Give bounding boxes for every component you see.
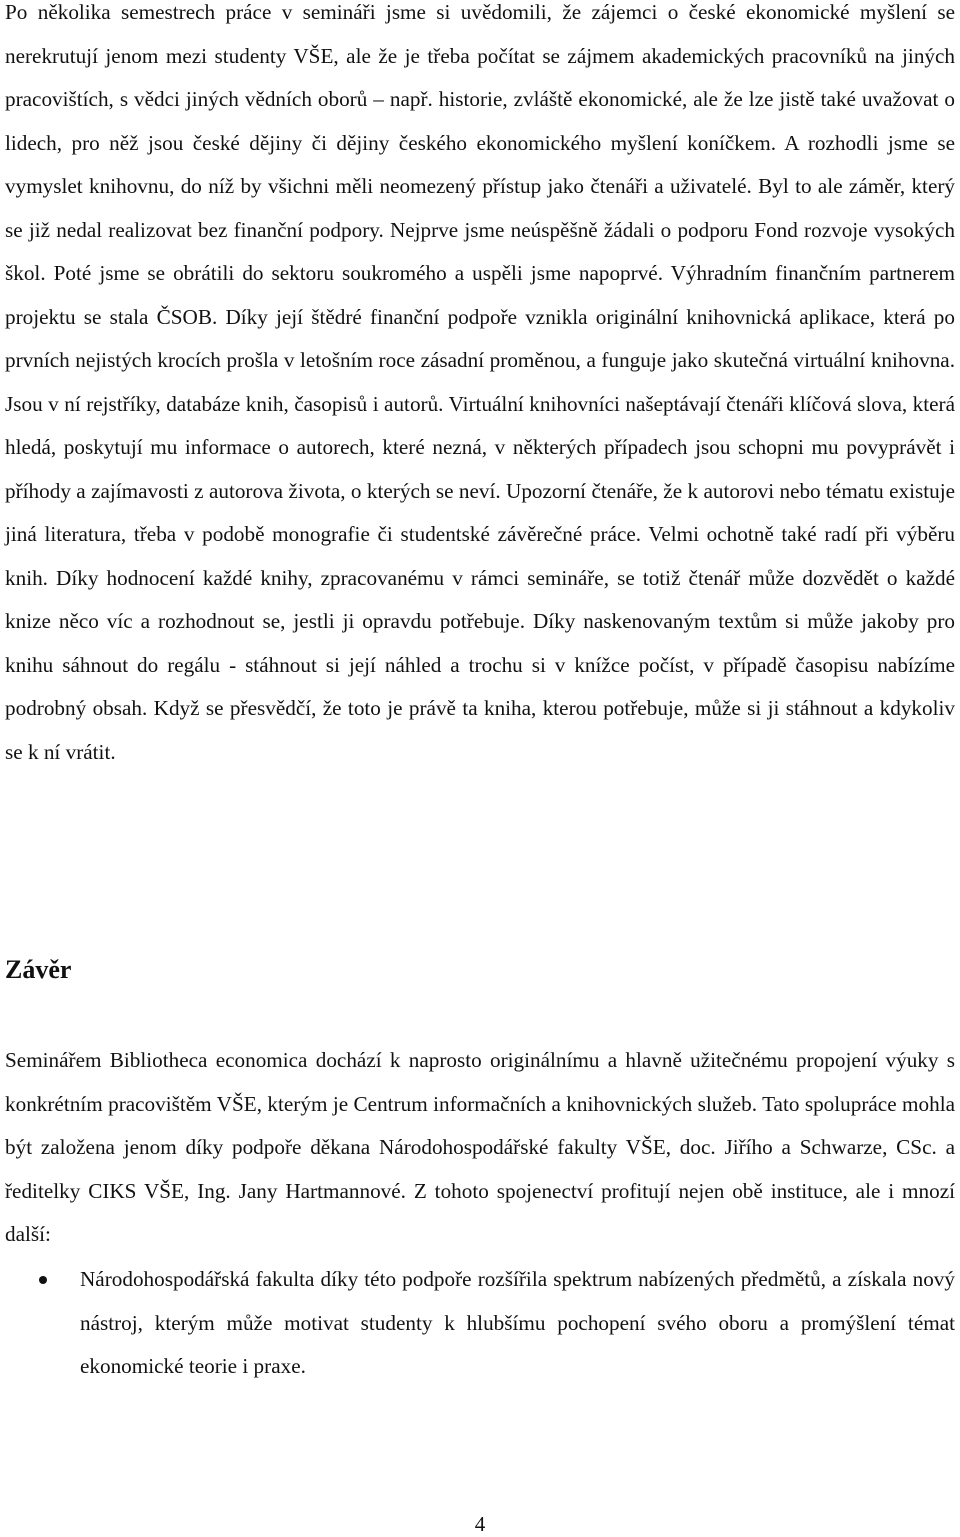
bullet-list xyxy=(5,1258,955,1389)
list-item-text: Národohospodářská fakulta díky této podpoře rozšířila spektrum nabízených předmětů, a získala nový nástroj, kterým může motivat studenty k hlubšímu pochopení svého oboru a promýšlení témat ekonomické teorie i praxe. xyxy=(80,1267,955,1378)
conclusion-paragraph: Seminářem Bibliotheca economica dochází k naprosto originálnímu a hlavně užitečnému propojení výuky s konkrétním pracovištěm VŠE, kterým je Centrum informačních a knihovnických služeb. Tato spolupráce mohla být založena jenom díky podpoře děkana Národohospodářské fakulty VŠE, doc. Jiřího a Schwarze, CSc. a ředitelky CIKS VŠE, Ing. Jany Hartmannové. Z tohoto spojenectví profitují nejen obě instituce, ale i mnozí další: xyxy=(5,1048,955,1246)
bullet-icon xyxy=(39,1276,47,1284)
page-number: 4 xyxy=(474,1512,486,1536)
section-heading: Závěr xyxy=(5,955,72,984)
list-item xyxy=(5,1258,955,1389)
body-paragraph: Po několika semestrech práce v semináři jsme si uvědomili, že zájemci o české ekonomické myšlení se nerekrutují jenom mezi studenty VŠE, ale že je třeba počítat se zájmem akademických pracovníků na jiných pracovištích, s vědci jiných vědních oborů – např. historie, zvláště ekonomické, ale že lze jistě také uvažovat o lidech, pro něž jsou české dějiny či dějiny českého ekonomického myšlení koníčkem. A rozhodli jsme se vymyslet knihovnu, do níž by všichni měli neomezený přístup jako čtenáři a uživatelé. Byl to ale záměr, který se již nedal realizovat bez finanční podpory. Nejprve jsme neúspěšně žádali o podporu Fond rozvoje vysokých škol. Poté jsme se obrátili do sektoru soukromého a uspěli jsme napoprvé. Výhradním finančním partnerem projektu se stala ČSOB. Díky její štědré finanční podpoře vznikla originální knihovnická aplikace, která po prvních nejistých krocích prošla v letošním roce zásadní proměnou, a funguje jako skutečná virtuální knihovna. Jsou v ní rejstříky, databáze knih, časopisů i autorů. Virtuální knihovníci našeptávají čtenáři klíčová slova, která hledá, poskytují mu informace o autorech, které nezná, v některých případech jsou schopni mu povyprávět i příhody a zajímavosti z autorova života, o kterých se neví. Upozorní čtenáře, že k autorovi nebo tématu existuje jiná literatura, třeba v podobě monografie či studentské závěrečné práce. Velmi ochotně také radí při výběru knih. Díky hodnocení každé knihy, zpracovanému v rámci semináře, se totiž čtenář může dozvědět o každé knize něco víc a rozhodnout se, jestli ji opravdu potřebuje. Díky naskenovaným textům si může jakoby pro knihu sáhnout do regálu - stáhnout si její náhled a trochu si v knížce počíst, v případě časopisu nabízíme podrobný obsah. Když se přesvědčí, že toto je právě ta kniha, kterou potřebuje, může si ji stáhnout a kdykoliv se k ní vrátit. xyxy=(5,0,955,764)
